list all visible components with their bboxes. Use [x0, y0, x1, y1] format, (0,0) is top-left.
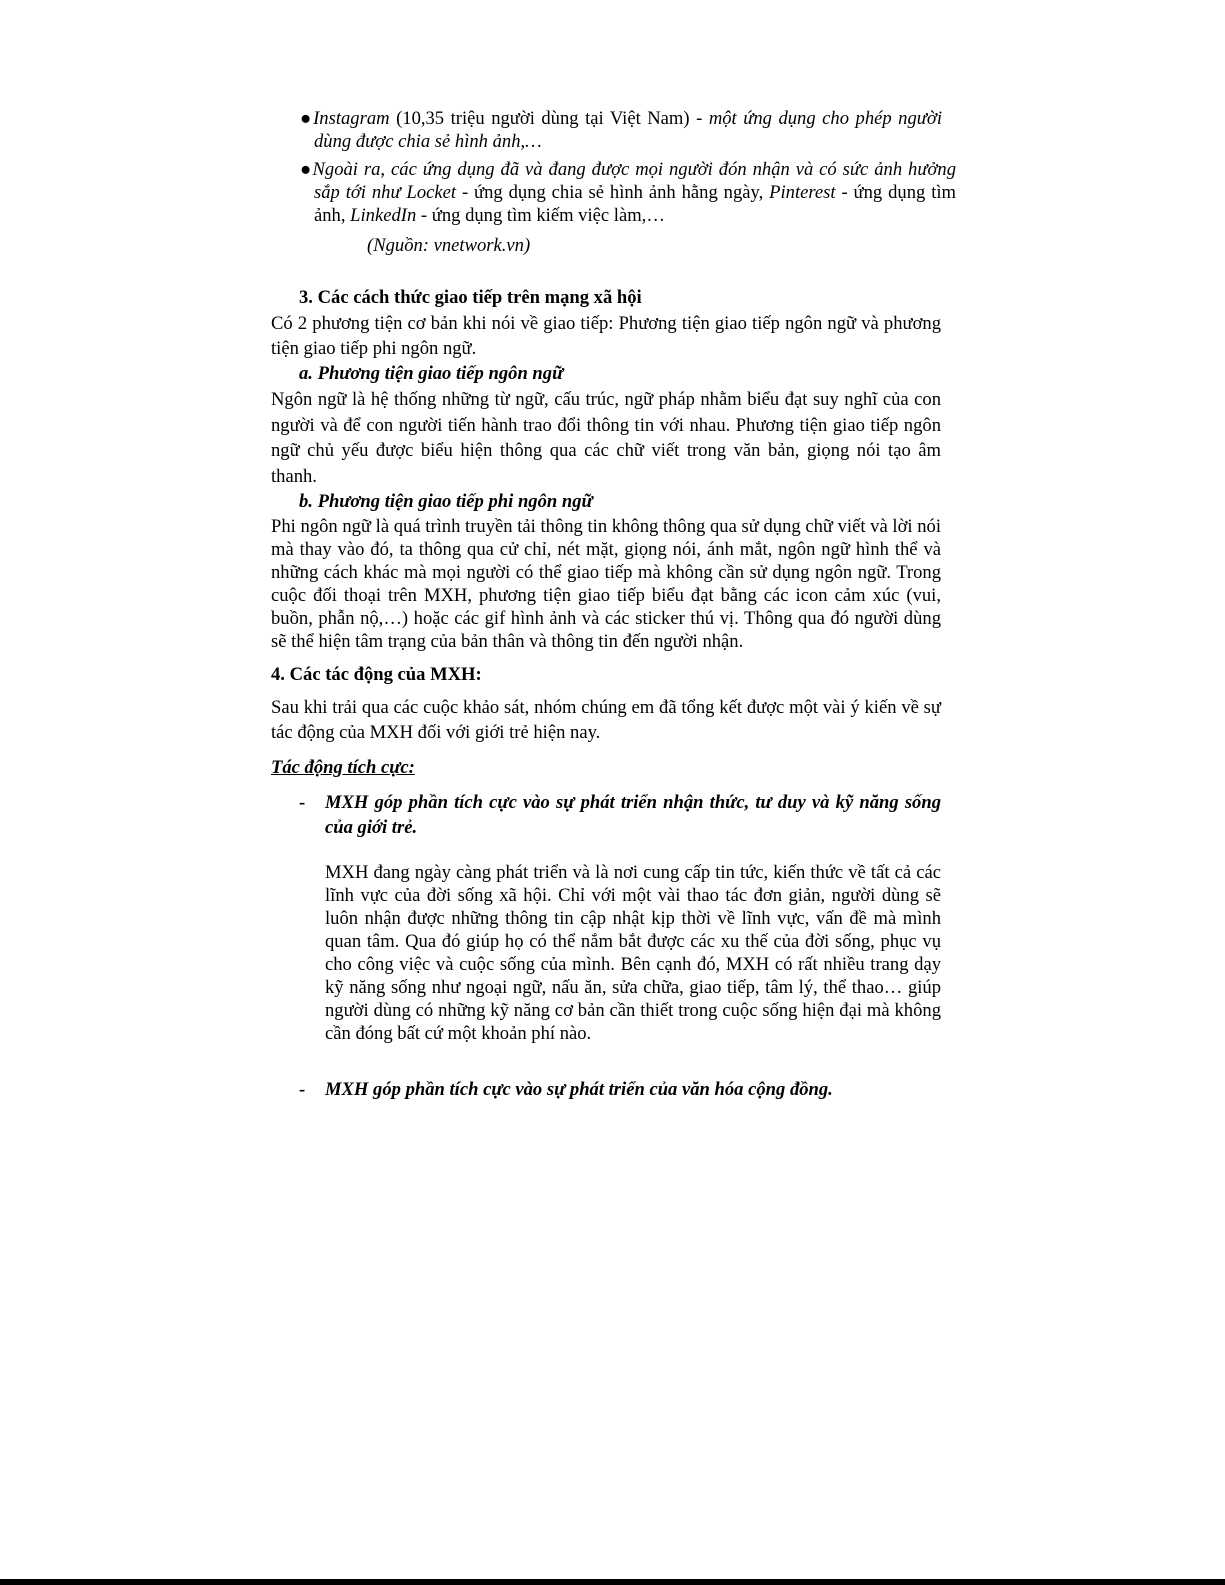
page-bottom-border: [0, 1579, 1225, 1585]
bullet-description: một ứng dụng cho phép người dùng được chia sẻ hình ảnh,…: [314, 108, 943, 152]
section-3-intro: Có 2 phương tiện cơ bản khi nói về giao tiếp: Phương tiện giao tiếp ngôn ngữ và phương tiện giao tiếp phi ngôn ngữ.: [271, 313, 941, 359]
bullet-pinterest: Pinterest: [769, 182, 836, 203]
section-3-heading: 3. Các cách thức giao tiếp trên mạng xã hội: [299, 287, 642, 308]
bullet-text: - ứng dụng chia sẻ hình ảnh hằng ngày,: [456, 182, 770, 203]
point-2-dash: -: [299, 1079, 306, 1100]
sub-a-heading: a. Phương tiện giao tiếp ngôn ngữ: [299, 363, 564, 384]
bullet-marker: ●: [300, 159, 313, 180]
sub-a-body: Ngôn ngữ là hệ thống những từ ngữ, cấu trúc, ngữ pháp nhằm biểu đạt suy nghĩ của con người và để con người tiến hành trao đổi thông tin với nhau. Phương tiện giao tiếp ngôn ngữ chủ yếu được biểu hiện thông qua các chữ viết trong văn bản, giọng nói tạo âm thanh.: [271, 389, 941, 487]
sub-b-heading: b. Phương tiện giao tiếp phi ngôn ngữ: [299, 491, 593, 512]
sub-b-body: Phi ngôn ngữ là quá trình truyền tải thông tin không thông qua sử dụng chữ viết và lời nói mà thay vào đó, ta thông qua cử chỉ, nét mặt, giọng nói, ánh mắt, ngôn ngữ hình thể và những cách khác mà mọi người có thể giao tiếp mà không cần sử dụng ngôn ngữ. Trong cuộc đối thoại trên MXH, phương tiện giao tiếp biểu đạt bằng các icon cảm xúc (vui, buồn, phẫn nộ,…) hoặc các gif hình ảnh và các sticker thú vị. Thông qua đó người dùng sẽ thể hiện tâm trạng của bản thân và thông tin đến người nhận.: [271, 516, 941, 652]
bullet-instagram: [300, 107, 942, 153]
source-note: (Nguồn: vnetwork.vn): [367, 235, 531, 256]
positive-impacts-heading: Tác động tích cực:: [271, 757, 415, 778]
point-1-body: MXH đang ngày càng phát triển và là nơi cung cấp tin tức, kiến thức về tất cả các lĩnh vực của đời sống xã hội. Chỉ với một vài thao tác đơn giản, người dùng sẽ luôn nhận được những thông tin cập nhật kịp thời về lĩnh vực, vấn đề mà mình quan tâm. Qua đó giúp họ có thể nắm bắt được các xu thế của đời sống, phục vụ cho công việc và cuộc sống của mình. Bên cạnh đó, MXH có rất nhiều trang dạy kỹ năng sống như ngoại ngữ, nấu ăn, sửa chữa, giao tiếp, tâm lý, thể thao… giúp người dùng có những kỹ năng cơ bản cần thiết trong cuộc sống hiện đại mà không cần đóng bất cứ một khoản phí nào.: [325, 862, 941, 1044]
section-4-intro: Sau khi trải qua các cuộc khảo sát, nhóm chúng em đã tổng kết được một vài ý kiến về sự tác động của MXH đối với giới trẻ hiện nay.: [271, 697, 941, 743]
bullet-marker: ●: [300, 108, 314, 129]
bullet-intro-italic: Ngoài ra, các ứng dụng đã và đang được mọi người đón nhận và có sức ảnh hưởng sắp tới như Locket: [312, 159, 956, 203]
bullet-other-apps: [300, 158, 956, 227]
section-4-heading: 4. Các tác động của MXH:: [271, 664, 482, 685]
point-1-title: MXH góp phần tích cực vào sự phát triển nhận thức, tư duy và kỹ năng sống của giới trẻ.: [325, 792, 941, 838]
point-2-title: MXH góp phần tích cực vào sự phát triển của văn hóa cộng đồng.: [325, 1079, 833, 1100]
bullet-text: - ứng dụng tìm kiếm việc làm,…: [416, 205, 665, 226]
bullet-text: (10,35 triệu người dùng tại Việt Nam) -: [389, 108, 709, 129]
bullet-text: - ứng dụng tìm ảnh,: [314, 182, 956, 226]
bullet-linkedin: LinkedIn: [350, 205, 417, 226]
point-1-dash: -: [299, 792, 306, 813]
bullet-app-name: Instagram: [313, 108, 390, 129]
